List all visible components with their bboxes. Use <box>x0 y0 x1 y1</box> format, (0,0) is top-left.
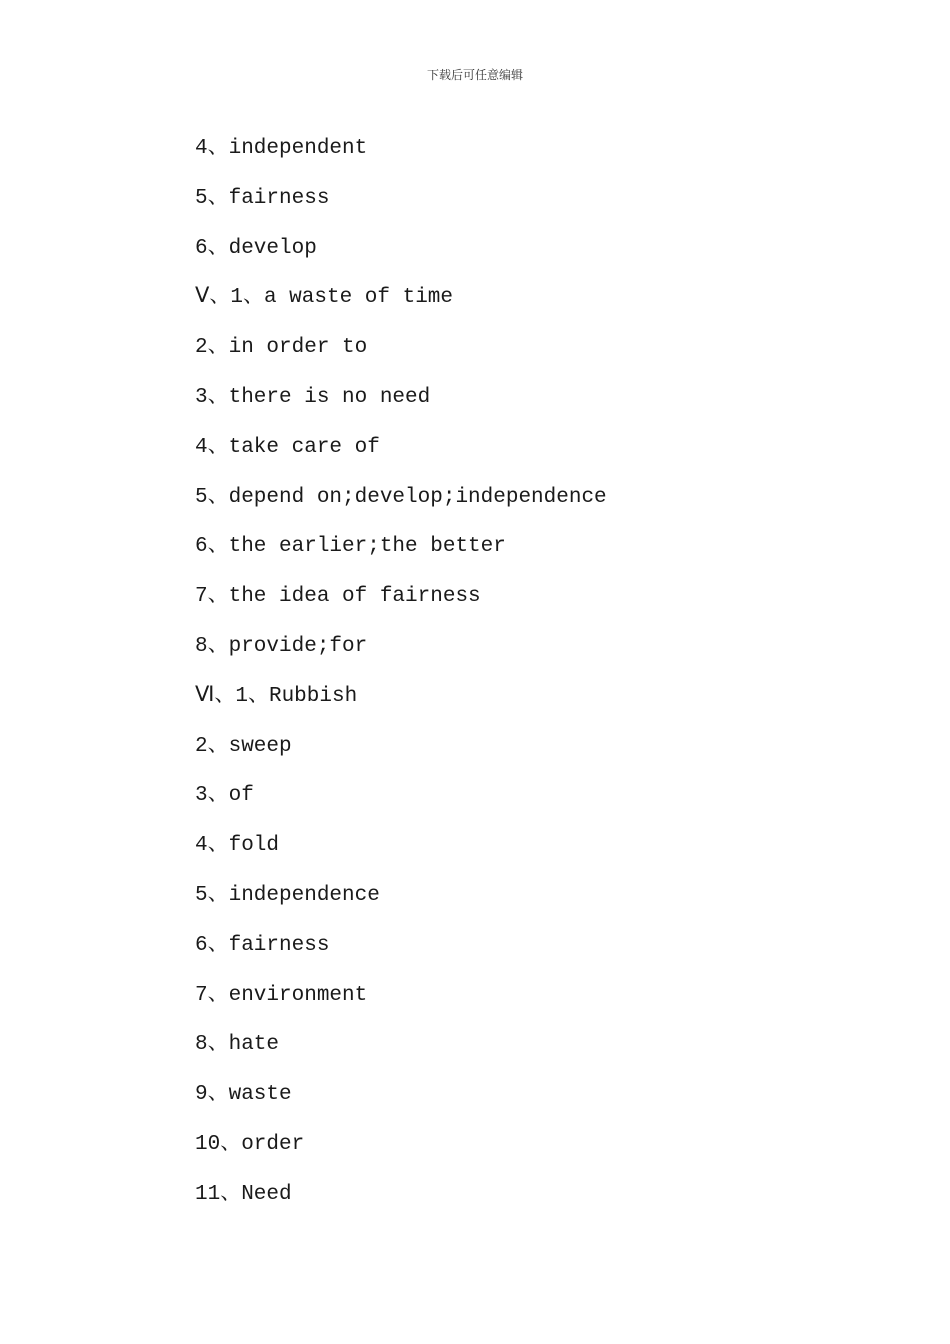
answer-line: 3、of <box>195 784 254 808</box>
section-v-heading-line: Ⅴ、1、a waste of time <box>195 286 453 310</box>
answer-line: 11、Need <box>195 1182 292 1206</box>
answer-line: 2、sweep <box>195 734 292 758</box>
page-header: 下载后可任意编辑 <box>426 68 523 82</box>
answer-line: 6、fairness <box>195 933 330 957</box>
answer-line: 6、develop <box>195 236 317 260</box>
answer-line: 4、independent <box>195 137 368 160</box>
answer-line: 5、depend on;develop;independence <box>195 485 607 509</box>
answer-line: 2、in order to <box>195 336 368 360</box>
answer-line: 7、environment <box>195 983 368 1007</box>
answer-line: 5、fairness <box>195 186 330 210</box>
answer-line: 10、order <box>195 1132 305 1156</box>
answer-line: 4、fold <box>195 834 280 858</box>
answer-line: 4、take care of <box>195 435 380 459</box>
answer-line: 9、waste <box>195 1083 292 1107</box>
answer-line: 6、the earlier;the better <box>195 535 506 559</box>
section-vi-heading-line: Ⅵ、1、Rubbish <box>195 684 358 708</box>
answer-line: 3、there is no need <box>195 385 431 409</box>
answer-line: 8、provide;for <box>195 634 368 658</box>
answer-line: 8、hate <box>195 1033 280 1057</box>
answer-line: 5、independence <box>195 883 380 907</box>
answer-list <box>195 131 607 1227</box>
answer-line: 7、the idea of fairness <box>195 585 481 609</box>
